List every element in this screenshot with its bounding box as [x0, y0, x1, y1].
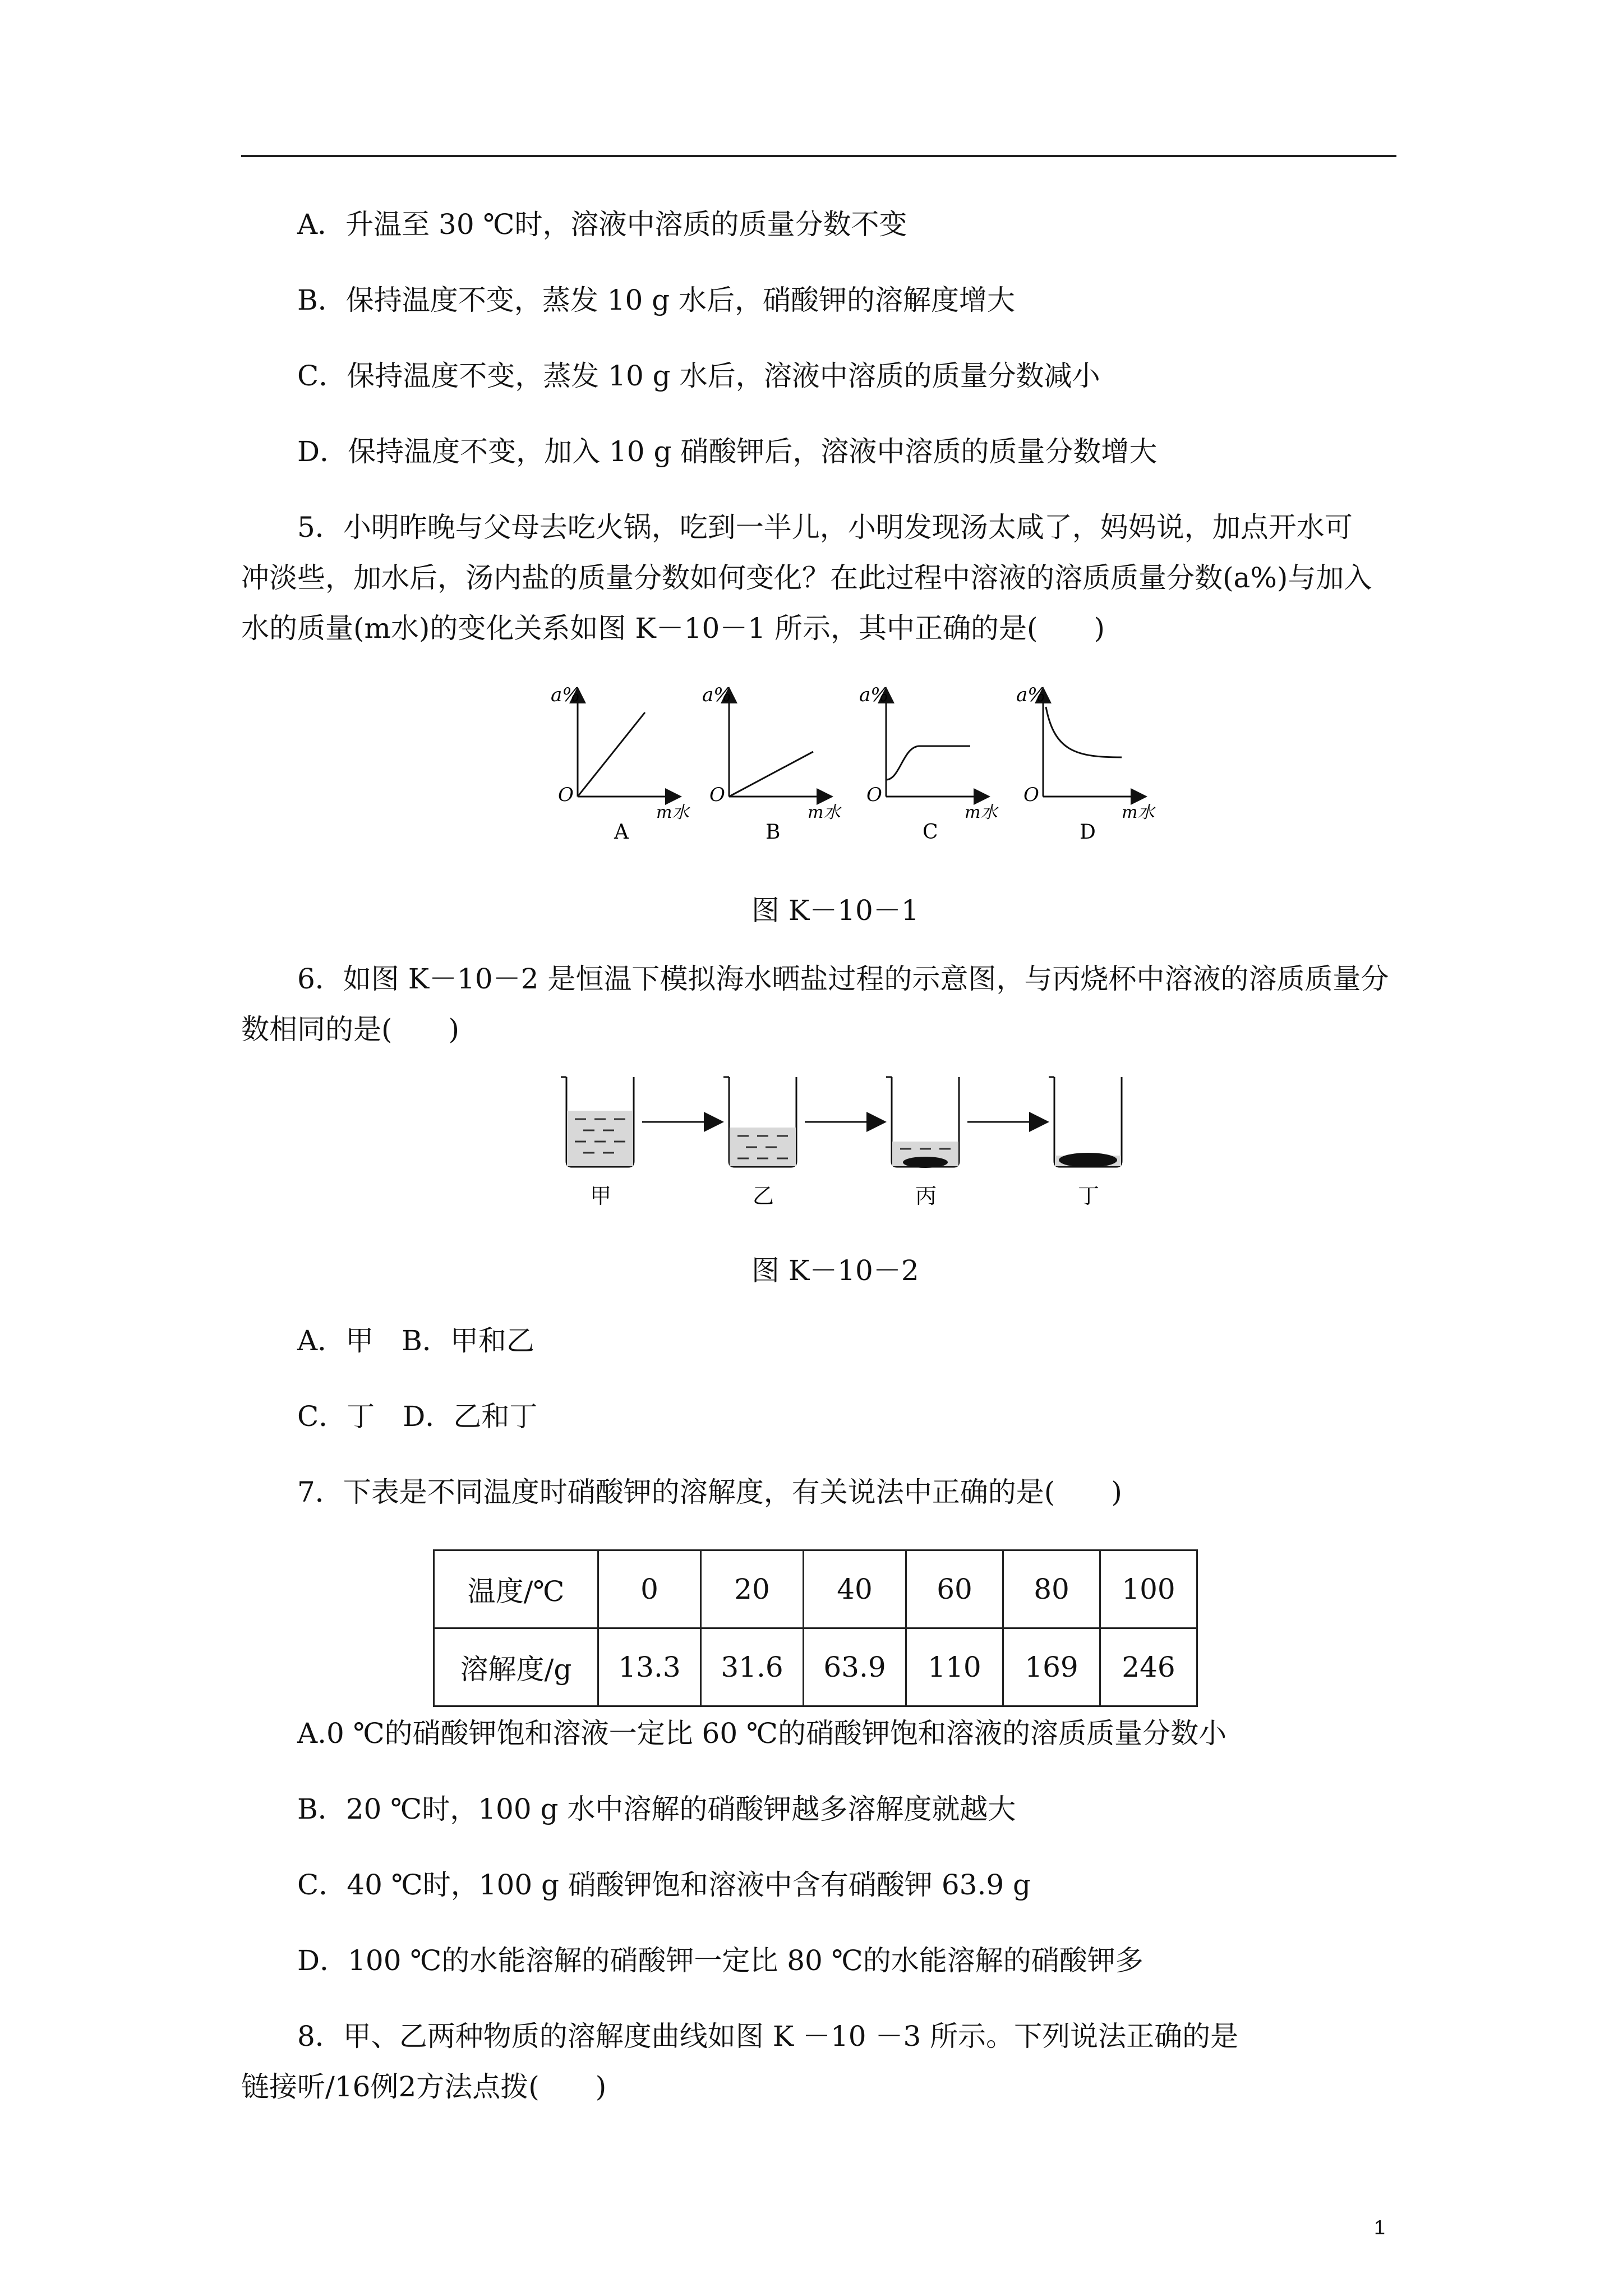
table-row	[434, 1550, 1197, 1628]
table-cell: 13.3	[598, 1628, 701, 1706]
q6-stem-line2: 数相同的是( )	[241, 1013, 460, 1046]
q4-option-d: D．保持温度不变，加入 10 g 硝酸钾后，溶液中溶质的质量分数增大	[297, 435, 1158, 468]
q8-stem-line1: 8．甲、乙两种物质的溶解度曲线如图 K －10 －3 所示。下列说法正确的是	[297, 2020, 1239, 2053]
figure-k-10-1-caption: 图 K－10－1	[751, 894, 919, 927]
table-cell: 63.9	[804, 1628, 906, 1706]
figure-k-10-1	[527, 673, 1166, 841]
graph-d-origin: O	[1023, 784, 1039, 806]
q7-option-c: C．40 ℃时，100 g 硝酸钾饱和溶液中含有硝酸钾 63.9 g	[297, 1869, 1031, 1901]
beaker-yi-label: 乙	[753, 1184, 774, 1208]
q4-option-a: A．升温至 30 ℃时，溶液中溶质的质量分数不变	[297, 208, 907, 241]
q8-stem-line2: 链接听/16例2方法点拨( )	[241, 2070, 607, 2103]
graph-b-curve	[729, 752, 813, 797]
header-rule	[241, 155, 1396, 157]
q5-stem-line1: 5．小明昨晚与父母去吃火锅，吃到一半儿，小明发现汤太咸了，妈妈说，加点开水可	[297, 511, 1353, 544]
q4-option-c: C．保持温度不变，蒸发 10 g 水后，溶液中溶质的质量分数减小	[297, 360, 1100, 392]
graph-a-curve	[578, 712, 645, 797]
table-cell: 40	[804, 1550, 906, 1628]
beaker-ding	[1049, 1077, 1122, 1208]
graph-a-origin: O	[558, 784, 574, 806]
table-cell: 246	[1100, 1628, 1197, 1706]
q6-options-cd: C．丁 D．乙和丁	[297, 1400, 538, 1433]
solubility-table	[433, 1549, 1198, 1707]
beaker-jia	[561, 1077, 634, 1208]
graph-a-y-label: a%	[551, 684, 580, 706]
beaker-bing-label: 丙	[915, 1184, 937, 1208]
table-cell: 60	[906, 1550, 1003, 1628]
table-cell: 溶解度/g	[434, 1628, 598, 1706]
graph-d-x-label: m水	[1122, 803, 1155, 822]
table-cell: 100	[1100, 1550, 1197, 1628]
graph-d-curve	[1046, 707, 1122, 757]
q5-stem-line3: 水的质量(m水)的变化关系如图 K－10－1 所示，其中正确的是( )	[241, 612, 1105, 645]
table-cell: 0	[598, 1550, 701, 1628]
graph-b-label: B	[766, 821, 781, 841]
graph-c-x-label: m水	[965, 803, 998, 822]
graph-b-origin: O	[709, 784, 725, 806]
graph-c-label: C	[923, 821, 938, 841]
q5-stem-line2: 冲淡些，加水后，汤内盐的质量分数如何变化？在此过程中溶液的溶质质量分数(a%)与加入	[241, 562, 1372, 594]
q7-option-b: B．20 ℃时，100 g 水中溶解的硝酸钾越多溶解度就越大	[297, 1793, 1016, 1825]
q7-option-a: A.0 ℃的硝酸钾饱和溶液一定比 60 ℃的硝酸钾饱和溶液的溶质质量分数小	[297, 1717, 1227, 1750]
graph-b-y-label: a%	[702, 684, 732, 706]
page-number: 1	[1374, 2216, 1386, 2239]
graph-a-x-label: m水	[656, 803, 689, 822]
q6-stem-line1: 6．如图 K－10－2 是恒温下模拟海水晒盐过程的示意图，与丙烧杯中溶液的溶质质量分	[297, 963, 1389, 995]
q6-options-ab: A．甲 B．甲和乙	[297, 1324, 534, 1357]
graph-a	[551, 684, 690, 841]
table-cell: 温度/℃	[434, 1550, 598, 1628]
graph-d-y-label: a%	[1016, 684, 1046, 706]
beaker-yi	[723, 1077, 796, 1208]
q4-option-b: B．保持温度不变，蒸发 10 g 水后，硝酸钾的溶解度增大	[297, 284, 1016, 316]
beaker-jia-label: 甲	[590, 1184, 612, 1208]
graph-d-label: D	[1080, 821, 1096, 841]
q7-stem: 7．下表是不同温度时硝酸钾的溶解度，有关说法中正确的是( )	[297, 1476, 1122, 1508]
q7-option-d: D．100 ℃的水能溶解的硝酸钾一定比 80 ℃的水能溶解的硝酸钾多	[297, 1944, 1144, 1977]
graph-c-curve	[886, 746, 970, 780]
graph-c	[859, 684, 999, 841]
graph-c-origin: O	[866, 784, 882, 806]
table-cell: 80	[1003, 1550, 1100, 1628]
figure-k-10-2-caption: 图 K－10－2	[751, 1254, 919, 1287]
table-cell: 20	[701, 1550, 804, 1628]
graph-b-x-label: m水	[808, 803, 841, 822]
graph-b	[702, 684, 842, 841]
graph-c-y-label: a%	[859, 684, 889, 706]
table-row	[434, 1628, 1197, 1706]
table-cell: 31.6	[701, 1628, 804, 1706]
graph-a-label: A	[614, 821, 629, 841]
table-cell: 169	[1003, 1628, 1100, 1706]
table-cell: 110	[906, 1628, 1003, 1706]
beaker-bing	[886, 1077, 959, 1208]
figure-k-10-2	[550, 1066, 1155, 1223]
beaker-ding-label: 丁	[1078, 1184, 1100, 1208]
graph-d	[1016, 684, 1156, 841]
